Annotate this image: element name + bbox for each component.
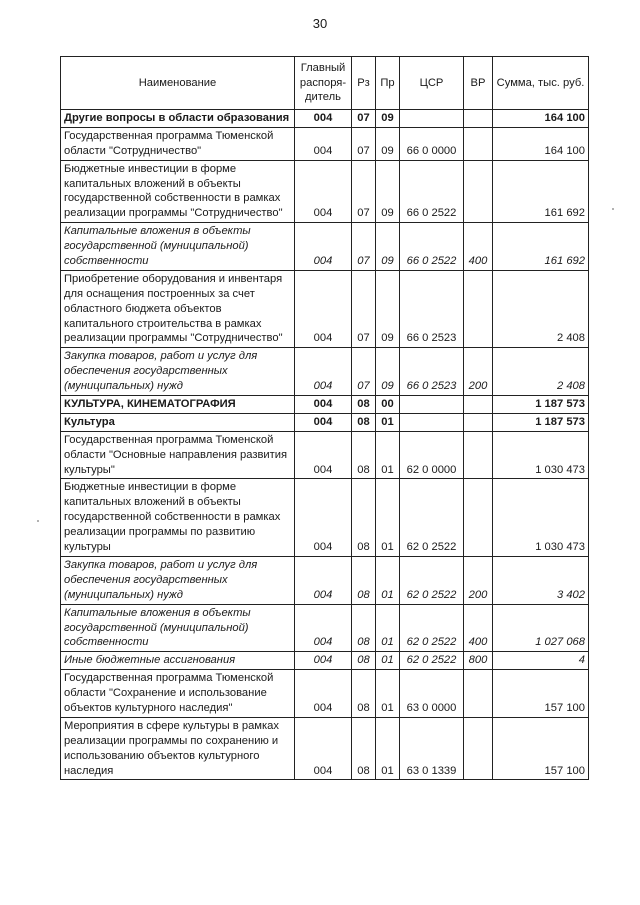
row-amount: 164 100 xyxy=(493,127,589,160)
row-amount: 1 030 473 xyxy=(493,479,589,556)
table-row xyxy=(61,396,589,414)
table-row xyxy=(61,270,589,347)
row-section: 07 xyxy=(352,127,376,160)
row-chief-administrator: 004 xyxy=(295,413,352,431)
row-expense-type xyxy=(464,270,493,347)
row-name: Закупка товаров, работ и услуг для обеспечения государственных (муниципальных) нужд xyxy=(61,556,295,604)
scan-speck xyxy=(612,208,614,210)
table-row xyxy=(61,160,589,223)
row-expense-type xyxy=(464,110,493,128)
row-subsection: 09 xyxy=(376,127,400,160)
row-name: Бюджетные инвестиции в форме капитальных вложений в объекты государственной собственности в рамках реализации программы "Сотрудничество" xyxy=(61,160,295,223)
row-target-article: 62 0 2522 xyxy=(400,652,464,670)
table-row xyxy=(61,110,589,128)
row-name: Государственная программа Тюменской области "Сохранение и использование объектов культурного наследия" xyxy=(61,670,295,718)
row-expense-type xyxy=(464,670,493,718)
row-subsection: 00 xyxy=(376,396,400,414)
page-number: 30 xyxy=(312,16,328,31)
row-amount: 157 100 xyxy=(493,717,589,780)
row-section: 07 xyxy=(352,348,376,396)
row-target-article: 66 0 2523 xyxy=(400,348,464,396)
row-chief-administrator: 004 xyxy=(295,717,352,780)
header-target-article: ЦСР xyxy=(400,57,464,110)
table-row xyxy=(61,604,589,652)
table-row xyxy=(61,348,589,396)
row-chief-administrator: 004 xyxy=(295,396,352,414)
row-chief-administrator: 004 xyxy=(295,431,352,479)
row-expense-type xyxy=(464,127,493,160)
row-expense-type: 200 xyxy=(464,348,493,396)
row-name: Капитальные вложения в объекты государственной (муниципальной) собственности xyxy=(61,223,295,271)
row-target-article xyxy=(400,396,464,414)
row-name: Государственная программа Тюменской области "Сотрудничество" xyxy=(61,127,295,160)
row-chief-administrator: 004 xyxy=(295,270,352,347)
row-target-article: 63 0 0000 xyxy=(400,670,464,718)
row-expense-type xyxy=(464,479,493,556)
row-section: 07 xyxy=(352,223,376,271)
row-amount: 164 100 xyxy=(493,110,589,128)
row-target-article: 62 0 0000 xyxy=(400,431,464,479)
table-body xyxy=(61,110,589,780)
row-target-article xyxy=(400,110,464,128)
row-subsection: 01 xyxy=(376,652,400,670)
row-expense-type: 200 xyxy=(464,556,493,604)
row-chief-administrator: 004 xyxy=(295,160,352,223)
row-subsection: 01 xyxy=(376,479,400,556)
row-subsection: 09 xyxy=(376,110,400,128)
row-section: 08 xyxy=(352,652,376,670)
row-section: 07 xyxy=(352,270,376,347)
row-section: 08 xyxy=(352,479,376,556)
row-expense-type xyxy=(464,413,493,431)
row-subsection: 01 xyxy=(376,717,400,780)
row-amount: 161 692 xyxy=(493,223,589,271)
row-section: 07 xyxy=(352,110,376,128)
row-amount: 4 xyxy=(493,652,589,670)
header-chief-administrator: Главный распоря-дитель xyxy=(295,57,352,110)
row-name: Бюджетные инвестиции в форме капитальных вложений в объекты государственной собственности в рамках реализации программы по развитию культуры xyxy=(61,479,295,556)
row-amount: 1 027 068 xyxy=(493,604,589,652)
table-row xyxy=(61,223,589,271)
row-subsection: 01 xyxy=(376,413,400,431)
row-expense-type: 800 xyxy=(464,652,493,670)
row-name: Другие вопросы в области образования xyxy=(61,110,295,128)
row-section: 08 xyxy=(352,604,376,652)
row-subsection: 09 xyxy=(376,223,400,271)
row-expense-type xyxy=(464,396,493,414)
row-expense-type: 400 xyxy=(464,604,493,652)
row-subsection: 09 xyxy=(376,348,400,396)
table-row xyxy=(61,652,589,670)
header-section: Рз xyxy=(352,57,376,110)
row-expense-type xyxy=(464,431,493,479)
table-row xyxy=(61,127,589,160)
row-section: 08 xyxy=(352,396,376,414)
row-section: 08 xyxy=(352,717,376,780)
table-row xyxy=(61,479,589,556)
header-amount: Сумма, тыс. руб. xyxy=(493,57,589,110)
row-amount: 2 408 xyxy=(493,348,589,396)
table-row xyxy=(61,431,589,479)
row-expense-type xyxy=(464,717,493,780)
row-target-article: 66 0 2523 xyxy=(400,270,464,347)
table-row xyxy=(61,717,589,780)
header-expense-type: ВР xyxy=(464,57,493,110)
row-chief-administrator: 004 xyxy=(295,604,352,652)
row-name: Приобретение оборудования и инвентаря для оснащения построенных за счет областного бюджета объектов капитального строительства в рамках реализации программы "Сотрудничество" xyxy=(61,270,295,347)
table-row xyxy=(61,556,589,604)
row-expense-type xyxy=(464,160,493,223)
row-subsection: 01 xyxy=(376,604,400,652)
row-amount: 157 100 xyxy=(493,670,589,718)
row-chief-administrator: 004 xyxy=(295,556,352,604)
row-chief-administrator: 004 xyxy=(295,127,352,160)
row-target-article: 62 0 2522 xyxy=(400,556,464,604)
row-amount: 3 402 xyxy=(493,556,589,604)
row-subsection: 09 xyxy=(376,160,400,223)
row-name: Закупка товаров, работ и услуг для обеспечения государственных (муниципальных) нужд xyxy=(61,348,295,396)
row-name: КУЛЬТУРА, КИНЕМАТОГРАФИЯ xyxy=(61,396,295,414)
budget-table xyxy=(60,56,589,780)
row-amount: 1 187 573 xyxy=(493,396,589,414)
row-target-article: 62 0 2522 xyxy=(400,479,464,556)
row-section: 08 xyxy=(352,670,376,718)
row-chief-administrator: 004 xyxy=(295,110,352,128)
row-target-article: 66 0 0000 xyxy=(400,127,464,160)
row-chief-administrator: 004 xyxy=(295,652,352,670)
scan-speck xyxy=(37,520,39,522)
row-chief-administrator: 004 xyxy=(295,348,352,396)
row-subsection: 01 xyxy=(376,670,400,718)
row-amount: 1 030 473 xyxy=(493,431,589,479)
table-row xyxy=(61,413,589,431)
row-target-article: 66 0 2522 xyxy=(400,160,464,223)
row-section: 08 xyxy=(352,556,376,604)
header-name: Наименование xyxy=(61,57,295,110)
row-amount: 161 692 xyxy=(493,160,589,223)
row-name: Иные бюджетные ассигнования xyxy=(61,652,295,670)
row-target-article: 62 0 2522 xyxy=(400,604,464,652)
row-chief-administrator: 004 xyxy=(295,670,352,718)
row-name: Капитальные вложения в объекты государственной (муниципальной) собственности xyxy=(61,604,295,652)
row-subsection: 09 xyxy=(376,270,400,347)
row-chief-administrator: 004 xyxy=(295,479,352,556)
row-target-article xyxy=(400,413,464,431)
row-target-article: 63 0 1339 xyxy=(400,717,464,780)
row-target-article: 66 0 2522 xyxy=(400,223,464,271)
row-name: Мероприятия в сфере культуры в рамках реализации программы по сохранению и использованию объектов культурного наследия xyxy=(61,717,295,780)
row-amount: 1 187 573 xyxy=(493,413,589,431)
row-name: Культура xyxy=(61,413,295,431)
table-header-row xyxy=(61,57,589,110)
row-name: Государственная программа Тюменской области "Основные направления развития культуры" xyxy=(61,431,295,479)
row-section: 08 xyxy=(352,431,376,479)
row-section: 07 xyxy=(352,160,376,223)
row-subsection: 01 xyxy=(376,556,400,604)
row-expense-type: 400 xyxy=(464,223,493,271)
row-subsection: 01 xyxy=(376,431,400,479)
header-subsection: Пр xyxy=(376,57,400,110)
table-row xyxy=(61,670,589,718)
row-amount: 2 408 xyxy=(493,270,589,347)
row-section: 08 xyxy=(352,413,376,431)
row-chief-administrator: 004 xyxy=(295,223,352,271)
